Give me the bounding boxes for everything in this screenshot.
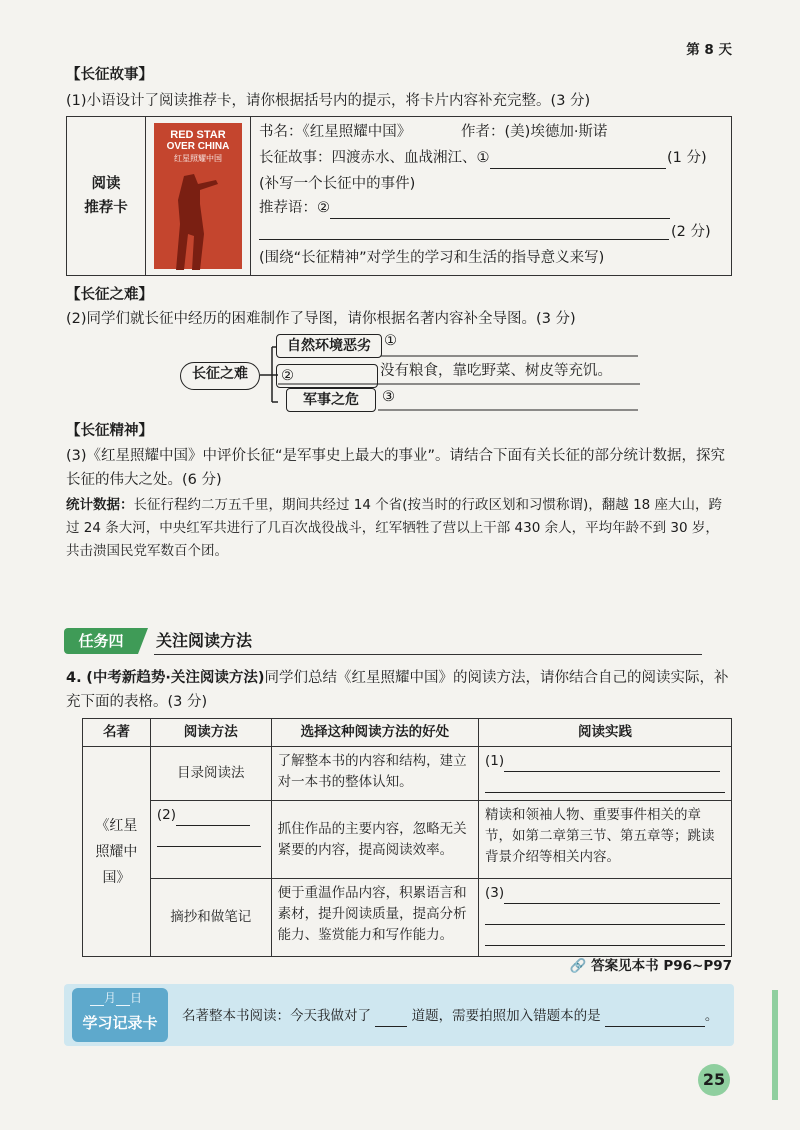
blank-marker-3: ③ (382, 389, 395, 405)
mind-map-center: 长征之难 (180, 362, 260, 390)
study-record-title: 学习记录卡 (82, 1014, 158, 1032)
story-hint: (补写一个长征中的事件) (259, 176, 416, 192)
day-label: 第 8 天 (686, 42, 732, 58)
section-title-hardship: 【长征之难】 (66, 287, 153, 303)
correct-count-blank[interactable] (375, 1010, 407, 1027)
book-name: 书名：《红星照耀中国》 (259, 124, 412, 140)
benefit-cell: 了解整本书的内容和结构，建立对一本书的整体认知。 (271, 747, 478, 801)
record-mid: 道题，需要拍照加入错题本的是 (411, 1008, 601, 1024)
benefit-cell: 便于重温作品内容，积累语言和素材，提升阅读质量，提高分析能力、鉴赏能力和写作能力。 (271, 879, 478, 957)
header-book: 名著 (83, 719, 151, 747)
study-record-line (182, 1006, 718, 1027)
card-label: 阅读 推荐卡 (67, 117, 146, 276)
record-end: 。 (704, 1008, 719, 1024)
record-prefix: 名著整本书阅读：今天我做对了 (182, 1008, 371, 1024)
stats-label: 统计数据： (66, 497, 134, 513)
date-fields (90, 990, 142, 1006)
method-cell: 摘抄和做笔记 (150, 879, 271, 957)
question-4 (66, 666, 734, 714)
card-content (251, 117, 732, 276)
answer-reference (570, 956, 732, 977)
task4-tag: 任务四 (64, 628, 138, 654)
header-benefit: 选择这种阅读方法的好处 (271, 719, 478, 747)
task4-title: 关注阅读方法 (156, 631, 253, 650)
practice-marker-1: (1) (485, 753, 505, 769)
practice-blank-3c[interactable] (485, 925, 725, 946)
food-shortage-text: 没有粮食，靠吃野菜、树皮等充饥。 (380, 363, 612, 379)
header-practice: 阅读实践 (479, 719, 732, 747)
branch-blank-box[interactable] (276, 364, 378, 388)
recommend-label: 推荐语：② (259, 200, 330, 216)
study-record-bar (64, 984, 734, 1046)
answer-ref-text: 答案见本书 P96~P97 (591, 958, 732, 974)
stats-text: 长征行程约二万五千里，期间共经过 14 个省(按当时的行政区划和习惯称谓)，翻越 18 座大山，跨过 24 条大河，中央红军共进行了几百次战役战斗，红军牺牲了营以上干部 430 余人，平均年龄不到 30 岁，共击溃国民党军数百个团。 (66, 497, 723, 559)
header-method: 阅读方法 (150, 719, 271, 747)
branch-military: 军事之危 (286, 388, 376, 412)
practice-blank-1a[interactable] (504, 753, 720, 772)
practice-blank-3b[interactable] (485, 904, 725, 925)
question-3: (3)《红星照耀中国》中评价长征“是军事史上最大的事业”。请结合下面有关长征的部分统计数据，探究长征的伟大之处。(6 分) (66, 448, 726, 488)
mind-map (170, 330, 640, 418)
method-blank-2a[interactable] (176, 807, 250, 826)
task4-underline (154, 654, 702, 655)
branch-nature: 自然环境恶劣 (276, 334, 382, 358)
blank-marker-2: ② (281, 368, 294, 384)
question-1: (1)小语设计了阅读推荐卡，请你根据括号内的提示，将卡片内容补充完整。(3 分) (66, 93, 591, 109)
story-score: (1 分) (667, 150, 707, 166)
table-row (83, 747, 732, 801)
trumpeter-figure-icon (154, 164, 242, 274)
table-row (83, 801, 732, 879)
q4-text: 同学们总结《红星照耀中国》的阅读方法，请你结合自己的阅读实际，补充下面的表格。(3 分) (66, 670, 729, 710)
cover-title-2: OVER CHINA (166, 141, 230, 152)
book-cover (154, 123, 242, 269)
question-2: (2)同学们就长征中经历的困难制作了导图，请你根据名著内容补全导图。(3 分) (66, 311, 576, 327)
recommend-score: (2 分) (671, 224, 711, 240)
book-cover-cell (146, 117, 251, 276)
recommend-blank-1[interactable] (330, 200, 670, 219)
story-prefix: 长征故事：四渡赤水、血战湘江、① (259, 150, 490, 166)
methods-table (82, 718, 732, 957)
section-title-story: 【长征故事】 (66, 67, 153, 83)
q4-intro: (中考新趋势·关注阅读方法) (86, 670, 265, 686)
method-cell: 目录阅读法 (150, 747, 271, 801)
practice-cell: 精读和领袖人物、重要事件相关的章节，如第二章第三节、第五章等；跳读背景介绍等相关内容。 (479, 801, 732, 879)
day-blank[interactable] (116, 993, 130, 1006)
practice-blank-3a[interactable] (504, 885, 720, 904)
link-icon: 🔗 (569, 958, 587, 974)
section-title-spirit: 【长征精神】 (66, 423, 153, 439)
task4-banner (64, 628, 734, 658)
benefit-cell: 抓住作品的主要内容，忽略无关紧要的内容，提高阅读效率。 (271, 801, 478, 879)
table-row (83, 879, 732, 957)
task4-tag-tail (138, 628, 148, 654)
method-marker-2: (2) (156, 807, 177, 823)
story-blank[interactable] (490, 150, 666, 169)
method-cell-2[interactable] (150, 801, 271, 879)
blank-marker-1: ① (384, 333, 397, 349)
practice-marker-3: (3) (485, 885, 505, 901)
page-number: 25 (698, 1064, 730, 1096)
practice-cell-3 (479, 879, 732, 957)
q4-number: 4. (66, 670, 82, 686)
study-record-tab (72, 988, 168, 1042)
month-label: 月 (104, 991, 117, 1005)
practice-blank-1b[interactable] (485, 774, 725, 793)
recommend-hint: (围绕“长征精神”对学生的学习和生活的指导意义来写) (259, 250, 605, 266)
cover-subtitle: 红星照耀中国 (174, 154, 222, 163)
recommend-card (66, 116, 732, 276)
book-author: 作者：(美)埃德加·斯诺 (461, 124, 608, 140)
book-cell: 《红星照耀中国》 (83, 747, 151, 957)
mistake-blank[interactable] (605, 1010, 705, 1027)
month-blank[interactable] (90, 993, 104, 1006)
cover-title-1: RED STAR (170, 129, 226, 141)
edge-accent-bar (772, 990, 778, 1100)
day-label-date: 日 (130, 991, 143, 1005)
practice-cell-1 (479, 747, 732, 801)
method-blank-2b[interactable] (157, 826, 261, 847)
recommend-blank-2[interactable] (259, 221, 669, 240)
stats-paragraph (66, 494, 732, 563)
